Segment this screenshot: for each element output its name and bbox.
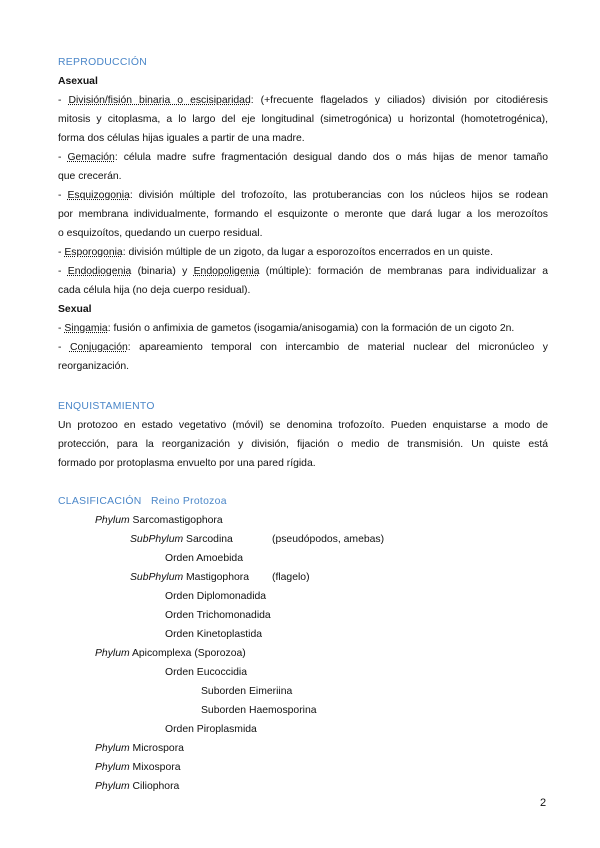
paragraph-binaria-line-2: mitosis y citoplasma, a lo largo del eje longitudinal (simetrogónica) u horizontal (homotetrogénica), [58,114,548,125]
paragraph-esquizogonia-line-2: por membrana individualmente, formando el esquizonte o meronte que dará lugar a los merozoítos [58,209,548,220]
taxon-subphylum-sarcodina [130,534,233,546]
term-gemacion: Gemación [67,152,115,163]
term-singamia: Singamia [64,323,108,334]
paragraph-enquistamiento-line-1: Un protozoo en estado vegetativo (móvil) se denomina trofozoíto. Pueden enquistarse a modo de [58,420,548,431]
subheading-sexual: Sexual [58,304,92,315]
binaria-text: : (+frecuente flagelados y ciliados) división por citodiéresis [250,95,548,106]
paragraph-conjugacion-line-2: reorganización. [58,361,130,372]
taxon-phylum-apicomplexa [95,648,246,660]
term-endopoligenia: Endopoligenia [193,266,260,277]
bullet-prefix: - [58,342,70,353]
rank-label: SubPhylum [130,572,184,583]
bullet-prefix: - [58,152,68,163]
gemacion-text: : célula madre sufre fragmentación desigual dando dos o más hijas de menor tamaño [114,152,548,163]
term-esporogonia: Esporogonia [64,247,123,258]
taxon-orden-trichomonadida: Orden Trichomonadida [165,610,271,621]
taxon-name: Sarcodina [183,534,233,545]
taxon-name: Mastigophora [183,572,249,583]
taxon-subphylum-mastigophora [130,572,249,584]
section-heading-reproduccion: REPRODUCCIÓN [58,57,148,68]
bullet-prefix: - [58,190,68,201]
taxon-orden-piroplasmida: Orden Piroplasmida [165,724,257,735]
rank-label: Phylum [95,743,130,754]
paragraph-conjugacion-line-1 [58,342,548,354]
taxon-orden-diplomonadida: Orden Diplomonadida [165,591,267,602]
term-binaria: División/fisión binaria o escisiparidad [68,95,251,106]
taxon-note-sarcodina: (pseudópodos, amebas) [272,534,385,545]
taxon-orden-eucoccidia: Orden Eucoccidia [165,667,248,678]
taxon-name: Mixospora [129,762,181,773]
rank-label: SubPhylum [130,534,184,545]
paragraph-gemacion-line-2: que crecerán. [58,171,122,182]
conjugacion-text: : apareamiento temporal con intercambio de material nuclear del micronúcleo y [127,342,548,353]
rank-label: Phylum [95,515,130,526]
bullet-prefix: - [58,266,68,277]
singamia-text: : fusión o anfimixia de gametos (isogamia/anisogamia) con la formación de un cigoto 2n. [107,323,515,334]
taxon-orden-kinetoplastida: Orden Kinetoplastida [165,629,263,640]
rank-label: Phylum [95,762,130,773]
esquizogonia-text: : división múltiple del trofozoíto, las protuberancias con los núcleos hijos se rodean [129,190,548,201]
taxon-name: Apicomplexa (Sporozoa) [129,648,246,659]
paragraph-binaria-line-3: forma dos células hijas iguales a partir de una madre. [58,133,305,144]
esporogonia-text: : división múltiple de un zigoto, da lugar a esporozoítos encerrados en un quiste. [122,247,493,258]
paragraph-binaria-line-1 [58,95,548,107]
endodiogenia-mid: (binaria) y [131,266,194,277]
paragraph-endodiogenia-line-1 [58,266,548,278]
taxon-suborden-haemosporina: Suborden Haemosporina [201,705,317,716]
taxon-phylum-microspora [95,743,184,755]
taxon-phylum-ciliophora [95,781,179,793]
paragraph-singamia [58,323,548,335]
taxon-name: Sarcomastigophora [129,515,223,526]
paragraph-gemacion-line-1 [58,152,548,164]
taxon-name: Microspora [129,743,184,754]
taxon-orden-amoebida: Orden Amoebida [165,553,243,564]
term-conjugacion: Conjugación [69,342,128,353]
taxon-note-mastigophora: (flagelo) [272,572,310,583]
paragraph-esquizogonia-line-1 [58,190,548,202]
term-esquizogonia: Esquizogonia [67,190,130,201]
endodiogenia-text: (múltiple): formación de membranas para individualizar a [259,266,548,277]
paragraph-esporogonia [58,247,548,259]
subheading-asexual: Asexual [58,76,98,87]
bullet-prefix: - [58,95,69,106]
rank-label: Phylum [95,781,130,792]
page-number: 2 [540,797,547,809]
bullet-prefix: - [58,247,65,258]
reino-label: Reino Protozoa [151,496,227,507]
paragraph-endodiogenia-line-2: cada célula hija (no deja cuerpo residual). [58,285,251,296]
paragraph-enquistamiento-line-3: formado por protoplasma envuelto por una pared rígida. [58,458,316,469]
bullet-prefix: - [58,323,65,334]
paragraph-esquizogonia-line-3: o esquizoítos, quedando un cuerpo residual. [58,228,263,239]
taxon-phylum-sarcomastigophora [95,515,223,527]
taxon-phylum-mixospora [95,762,180,774]
section-heading-enquistamiento: ENQUISTAMIENTO [58,401,155,412]
rank-label: Phylum [95,648,130,659]
taxon-name: Ciliophora [129,781,180,792]
taxon-suborden-eimeriina: Suborden Eimeriina [201,686,293,697]
paragraph-enquistamiento-line-2: protección, para la reorganización y división, fijación o medio de transmisión. Un quiste está [58,439,548,450]
term-endodiogenia: Endodiogenia [67,266,132,277]
section-heading-clasificacion: CLASIFICACIÓN [58,496,142,507]
